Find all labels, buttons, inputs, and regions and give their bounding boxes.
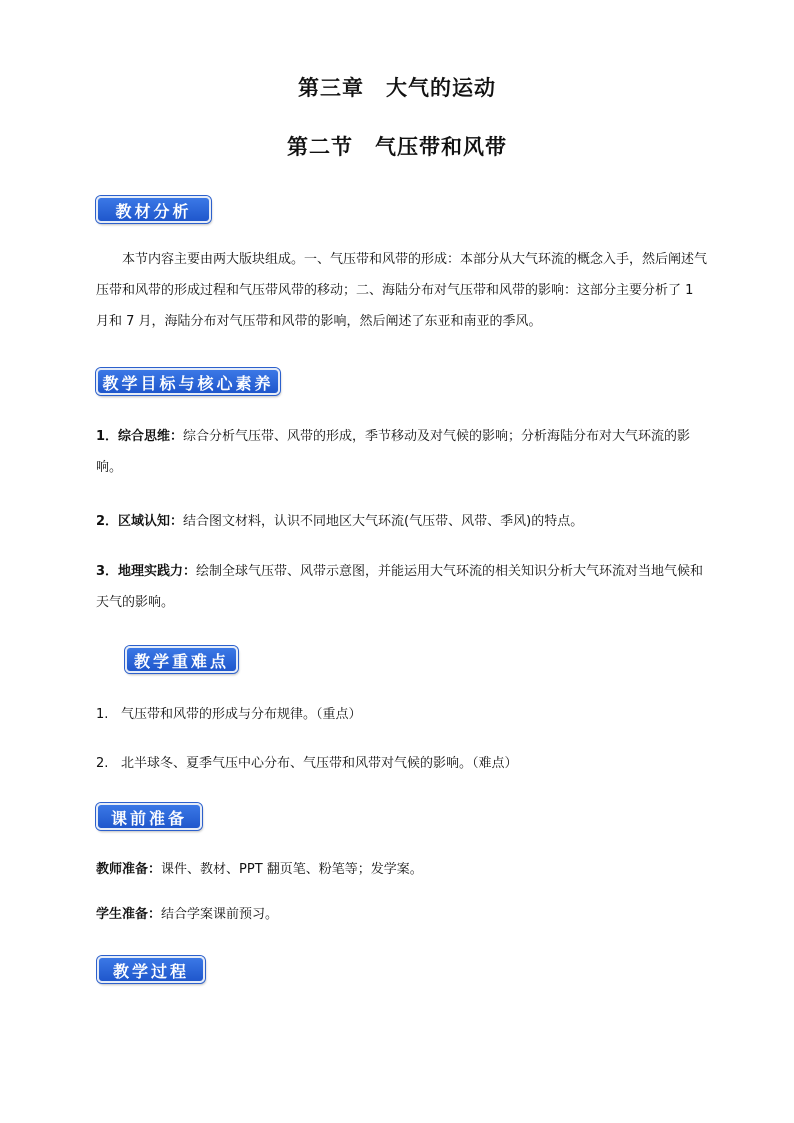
student-preparation-label: 学生准备： <box>96 907 162 922</box>
student-preparation-text: 结合学案课前预习。 <box>161 907 279 922</box>
section-title <box>0 131 794 161</box>
analysis-paragraph <box>96 244 708 337</box>
process-heading-badge: 教学过程 <box>97 956 205 983</box>
objectives-heading-badge: 教学目标与核心素养 <box>96 368 280 395</box>
chapter-name: 大气的运动 <box>386 76 496 100</box>
key-point-number: 2. <box>96 756 109 771</box>
teacher-preparation <box>96 860 716 880</box>
key-point-item-2 <box>96 754 716 774</box>
key-points-heading-badge: 教学重难点 <box>125 646 238 673</box>
teacher-preparation-label: 教师准备： <box>96 862 162 877</box>
key-point-item-1 <box>96 705 716 725</box>
objective-text: 结合图文材料，认识不同地区大气环流(气压带、风带、季风)的特点。 <box>183 514 584 529</box>
key-point-text: 气压带和风带的形成与分布规律。（重点） <box>121 707 362 722</box>
objective-text: 绘制全球气压带、风带示意图，并能运用大气环流的相关知识分析大气环流对当地气候和天气的影响。 <box>96 564 704 610</box>
section-name: 气压带和风带 <box>375 135 507 159</box>
teacher-preparation-text: 课件、教材、PPT 翻页笔、粉笔等；发学案。 <box>161 862 423 877</box>
chapter-number: 第三章 <box>298 76 364 100</box>
objective-text: 综合分析气压带、风带的形成，季节移动及对气候的影响；分析海陆分布对大气环流的影响。 <box>96 429 691 475</box>
objective-label: 1．综合思维： <box>96 429 184 444</box>
objective-item-1 <box>96 421 708 483</box>
analysis-text: 本节内容主要由两大版块组成。一、气压带和风带的形成：本部分从大气环流的概念入手，然后阐述气压带和风带的形成过程和气压带风带的移动；二、海陆分布对气压带和风带的影响：这部分主要分析了 1 月和 7 月，海陆分布对气压带和风带的影响，然后阐述了东亚和南亚的季风。 <box>96 252 708 329</box>
preparation-heading-badge: 课前准备 <box>96 803 202 830</box>
key-point-number: 1. <box>96 707 109 722</box>
student-preparation <box>96 905 716 925</box>
objective-item-3 <box>96 556 708 618</box>
analysis-heading-badge: 教材分析 <box>96 196 211 223</box>
objective-label: 2．区域认知： <box>96 514 184 529</box>
section-number: 第二节 <box>287 135 353 159</box>
objective-label: 3．地理实践力： <box>96 564 197 579</box>
objective-item-2 <box>96 506 708 537</box>
key-point-text: 北半球冬、夏季气压中心分布、气压带和风带对气候的影响。（难点） <box>121 756 518 771</box>
chapter-title <box>0 72 794 102</box>
